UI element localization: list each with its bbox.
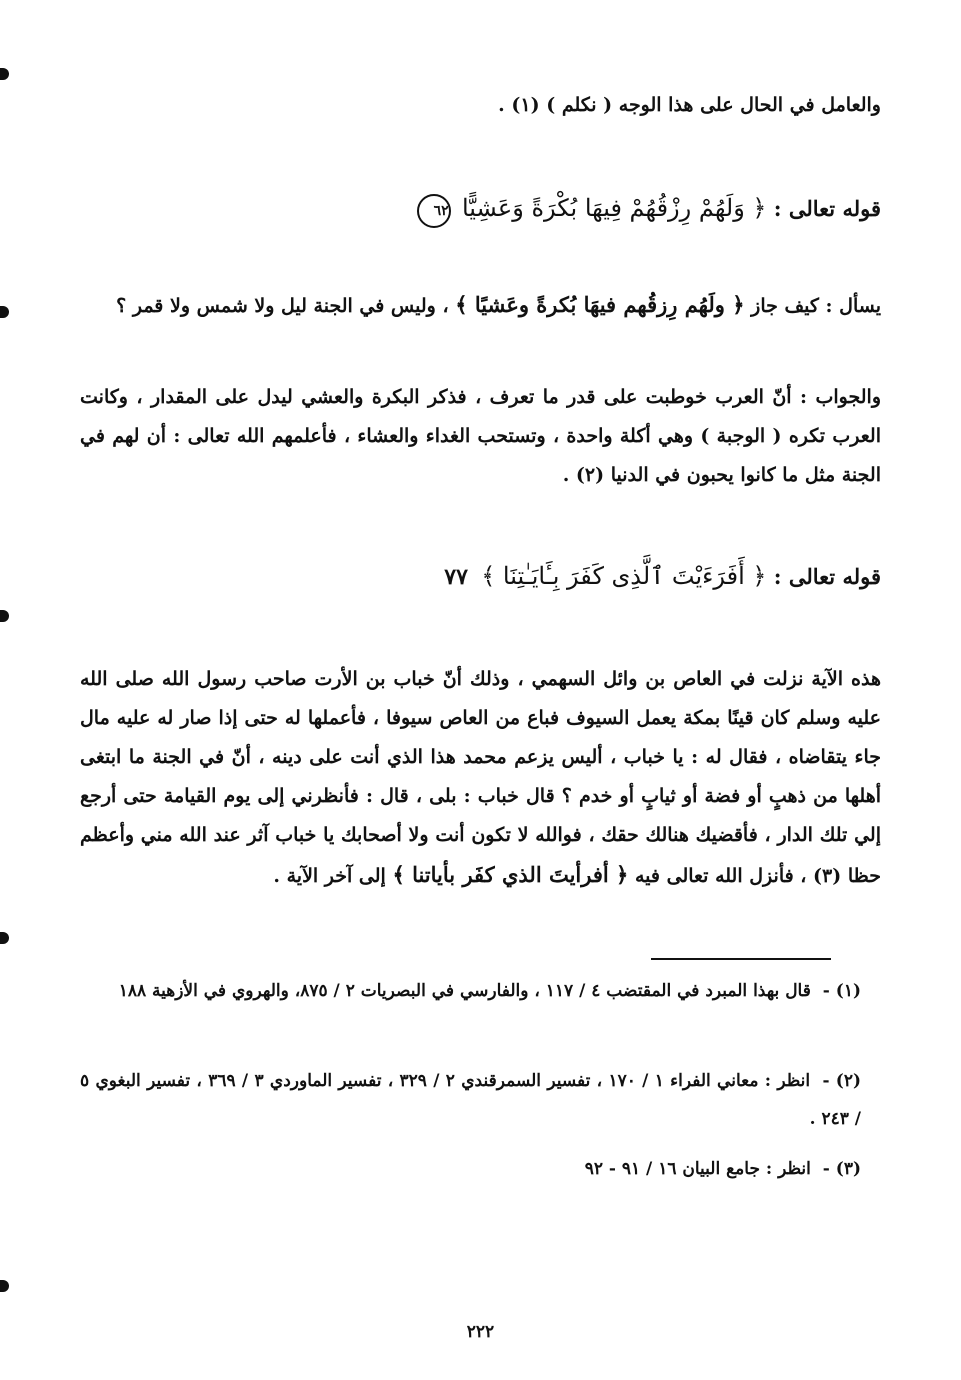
footnote-number: (١) - [822, 981, 861, 1001]
footnote-3 [80, 1150, 861, 1188]
footnote-text: انظر : معاني الفراء ١ / ١٧٠ ، تفسير السمرقندي ٢ / ٣٢٩ ، تفسير الماوردي ٣ / ٣٦٩ ، تفسير البغوي ٥ / ٢٤٣ . [80, 1071, 861, 1129]
verse-heading-1-label: قوله تعالى : [773, 196, 881, 221]
verse-heading-2-text: ﴿ أَفَرَءَيْتَ ٱلَّذِى كَفَرَ بِـَٔايَـٰتِنَا ﴾ [481, 562, 767, 590]
footnote-text: قال بهذا المبرد في المقتضب ٤ / ١١٧ ، والفارسي في البصريات ٢ / ٨٧٥، والهروي في الأزهية ١٨٨ [118, 981, 811, 1001]
verse-heading-2-label: قوله تعالى : [773, 564, 881, 589]
edge-mark [0, 306, 9, 318]
paragraph-1 [80, 86, 881, 125]
verse-heading-1-text: ﴿ وَلَهُمْ رِزْقُهُمْ فِيهَا بُكْرَةً وَعَشِيًّا [461, 194, 767, 222]
verse-number-badge: ٦٢ [417, 194, 451, 228]
edge-mark [0, 1280, 9, 1292]
paragraph-question [80, 285, 881, 326]
verse-heading-2 [80, 556, 881, 597]
paragraph-1-text: والعامل في الحال على هذا الوجه ( نكلم ) (١) . [498, 94, 881, 116]
question-lead: يسأل : كيف جاز [751, 295, 881, 317]
occasion-tail: إلى آخر الآية . [273, 865, 386, 887]
paragraph-occasion [80, 660, 881, 896]
footnote-number: (٣) - [822, 1159, 861, 1179]
footnote-1 [80, 972, 861, 1010]
edge-mark [0, 610, 9, 622]
footnote-text: انظر : جامع البيان ١٦ / ٩١ - ٩٢ [584, 1159, 811, 1179]
page-number: ٢٢٢ [466, 1322, 495, 1342]
paragraph-answer [80, 378, 881, 495]
occasion-text: هذه الآية نزلت في العاص بن وائل السهمي ، وذلك أنّ خباب بن الأرت صاحب رسول الله صلى الله عليه وسلم كان قينًا بمكة يعمل السيوف فباع من العاص سيوفا ، فأعملها له حتى إذا صار له عليه مال جاء يتقاضاه ، فقال له : يا خباب ، أليس يزعم محمد هذا الذي أنت على دينه ، أنّ في الجنة ما ابتغى أهلها من ذهبٍ أو فضة أو ثيابٍ أو خدم ؟ قال خباب : بلى ، قال : فأنظرني إلى يوم القيامة حتى أرجع إلي تلك الدار ، فأقضيك هنالك حقك ، فوالله لا تكون أنت ولا أصحابك يا خباب آثر عند الله مني وأعظم حظا (٣) ، فأنزل الله تعالى فيه [80, 668, 881, 887]
footnote-separator [651, 958, 831, 960]
verse-heading-1 [80, 188, 881, 229]
edge-mark [0, 68, 9, 80]
edge-mark [0, 932, 9, 944]
question-tail: ، وليس في الجنة ليل ولا شمس ولا قمر ؟ [116, 295, 449, 317]
question-verse: ﴿ ولَهُم رِزقُهم فيهَا بُكرةً وعَشيًا ﴾ [455, 292, 745, 317]
footnote-2 [80, 1062, 861, 1138]
answer-text: والجواب : أنّ العرب خوطبت على قدر ما تعرف ، فذكر البكرة والعشي ليدل على المقدار ، وكانت العرب تكره ( الوجبة ) وهي أكلة واحدة ، وتستحب الغداء والعشاء ، فأعلمهم الله تعالى : أن لهم في الجنة مثل ما كانوا يحبون في الدنيا (٢) . [80, 386, 881, 486]
verse-number: ٧٧ [444, 564, 468, 590]
occasion-verse: ﴿ أفرأيتَ الذي كفَر بأياتنا ﴾ [392, 862, 629, 887]
footnote-number: (٢) - [822, 1071, 862, 1091]
